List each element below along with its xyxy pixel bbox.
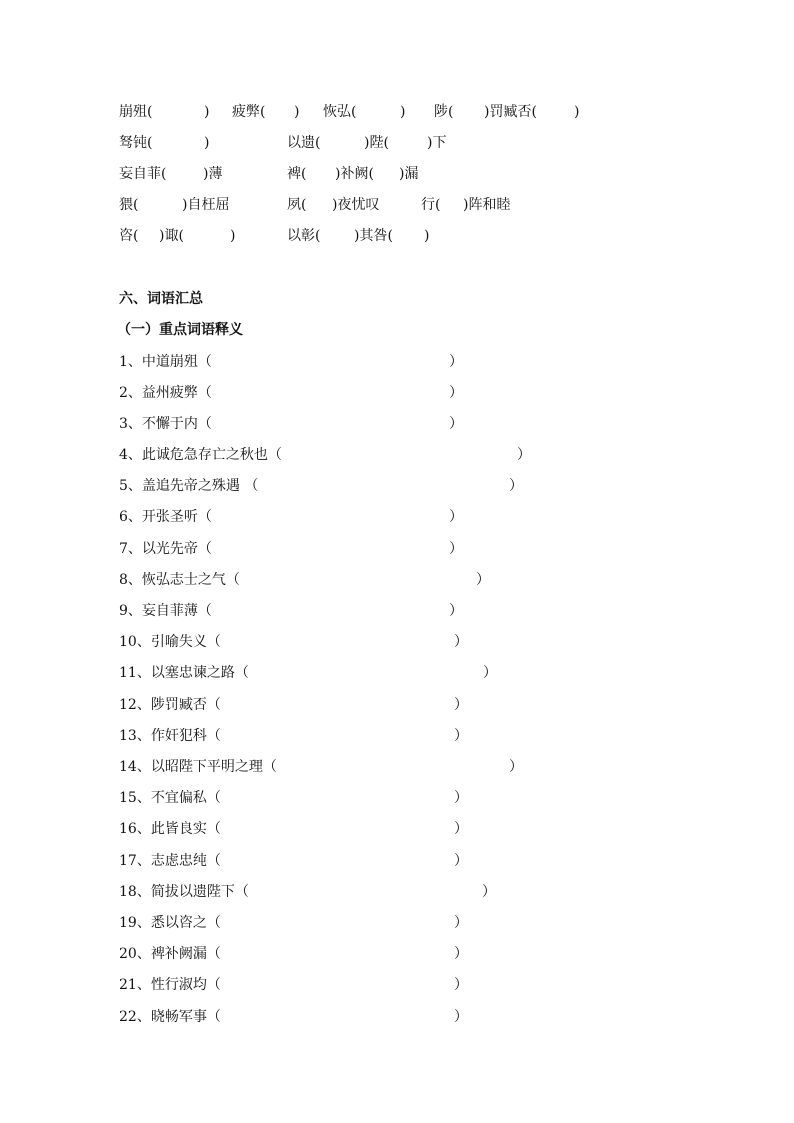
item-text: 15、不宜偏私（: [119, 790, 221, 806]
item-close-paren: ）: [454, 821, 468, 837]
fill-in-word: 陟(: [434, 104, 454, 120]
item-text: 21、性行淑均（: [119, 977, 221, 993]
fill-in-word: )薄: [203, 166, 223, 182]
fill-in-word: 崩殂(: [119, 104, 153, 120]
item-text: 11、以塞忠谏之路（: [119, 665, 249, 681]
item-text: 22、晓畅军事（: [119, 1009, 221, 1025]
list-item: [119, 912, 579, 934]
fill-in-word: ): [204, 104, 210, 120]
fill-in-word: )阵和睦: [463, 197, 511, 213]
fill-in-word: ): [294, 104, 300, 120]
fill-in-word: )夜忧叹: [332, 197, 380, 213]
fill-in-word: )自枉屈: [182, 197, 230, 213]
fill-in-word: 裨(: [287, 166, 307, 182]
fill-in-word: )罚臧否(: [484, 104, 537, 120]
item-close-paren: ）: [449, 603, 463, 619]
item-close-paren: ）: [449, 385, 463, 401]
fill-in-word: )补阙(: [335, 166, 374, 182]
item-close-paren: ）: [454, 853, 468, 869]
list-item: [119, 818, 579, 840]
item-close-paren: ）: [454, 697, 468, 713]
list-item: [119, 351, 579, 373]
fill-in-word: 驽钝(: [119, 135, 153, 151]
fill-in-word: 以彰(: [287, 228, 321, 244]
fill-in-word: )漏: [399, 166, 419, 182]
item-close-paren: ）: [449, 509, 463, 525]
section-title: 六、词语汇总: [119, 291, 203, 307]
item-text: 8、恢弘志士之气（: [119, 572, 240, 588]
list-item: [119, 881, 579, 903]
item-close-paren: ）: [449, 541, 463, 557]
list-item: [119, 943, 579, 965]
list-item: [119, 600, 579, 622]
item-text: 13、作奸犯科（: [119, 728, 221, 744]
item-text: 6、开张圣听（: [119, 509, 212, 525]
list-item: [119, 382, 579, 404]
fill-in-word: ): [424, 228, 430, 244]
item-close-paren: ）: [449, 354, 463, 370]
item-close-paren: ）: [454, 977, 468, 993]
item-text: 1、中道崩殂（: [119, 354, 212, 370]
item-text: 16、此皆良实（: [119, 821, 221, 837]
item-close-paren: ）: [454, 728, 468, 744]
fill-in-word: ): [230, 228, 236, 244]
list-item: [119, 413, 579, 435]
list-item: [119, 694, 579, 716]
item-text: 14、以昭陛下平明之理（: [119, 759, 277, 775]
item-text: 10、引喻失义（: [119, 634, 221, 650]
list-item: [119, 444, 579, 466]
item-close-paren: ）: [454, 946, 468, 962]
fill-in-word: 行(: [421, 197, 441, 213]
item-text: 5、盖追先帝之殊遇 （: [119, 478, 259, 494]
fill-in-word: )诹(: [159, 228, 184, 244]
list-item: [119, 974, 579, 996]
list-item: [119, 475, 579, 497]
item-close-paren: ）: [454, 790, 468, 806]
fill-in-word: 以遗(: [287, 135, 321, 151]
list-item: [119, 631, 579, 653]
list-item: [119, 725, 579, 747]
item-text: 12、陟罚臧否（: [119, 697, 221, 713]
item-text: 2、益州疲弊（: [119, 385, 212, 401]
list-item: [119, 662, 579, 684]
item-close-paren: ）: [454, 1009, 468, 1025]
subsection-title: （一）重点词语释义: [117, 322, 243, 338]
fill-in-word: ): [204, 135, 210, 151]
item-close-paren: ）: [509, 478, 523, 494]
item-text: 20、裨补阙漏（: [119, 946, 221, 962]
fill-in-word: 恢弘(: [323, 104, 357, 120]
item-text: 18、简拔以遗陛下（: [119, 884, 249, 900]
item-close-paren: ）: [454, 634, 468, 650]
fill-in-word: )其咎(: [354, 228, 393, 244]
item-close-paren: ）: [483, 665, 497, 681]
item-close-paren: ）: [517, 447, 531, 463]
fill-in-word: 夙(: [287, 197, 307, 213]
item-text: 19、悉以咨之（: [119, 915, 221, 931]
list-item: [119, 569, 579, 591]
item-close-paren: ）: [482, 884, 496, 900]
fill-in-word: )下: [427, 135, 447, 151]
list-item: [119, 538, 579, 560]
fill-in-word: 妄自菲(: [119, 166, 167, 182]
item-text: 9、妄自菲薄（: [119, 603, 212, 619]
list-item: [119, 1006, 579, 1028]
fill-in-word: 猥(: [119, 197, 139, 213]
item-text: 4、此诚危急存亡之秋也（: [119, 447, 282, 463]
item-text: 3、不懈于内（: [119, 416, 212, 432]
list-item: [119, 850, 579, 872]
list-item: [119, 506, 579, 528]
item-close-paren: ）: [449, 416, 463, 432]
item-close-paren: ）: [476, 572, 490, 588]
item-text: 7、以光先帝（: [119, 541, 212, 557]
fill-in-word: )陛(: [364, 135, 389, 151]
fill-in-word: 咨(: [119, 228, 139, 244]
fill-in-word: 疲弊(: [232, 104, 266, 120]
item-close-paren: ）: [509, 759, 523, 775]
list-item: [119, 756, 579, 778]
item-close-paren: ）: [454, 915, 468, 931]
fill-in-word: ): [400, 104, 406, 120]
list-item: [119, 787, 579, 809]
fill-in-word: ): [574, 104, 580, 120]
item-text: 17、志虑忠纯（: [119, 853, 221, 869]
